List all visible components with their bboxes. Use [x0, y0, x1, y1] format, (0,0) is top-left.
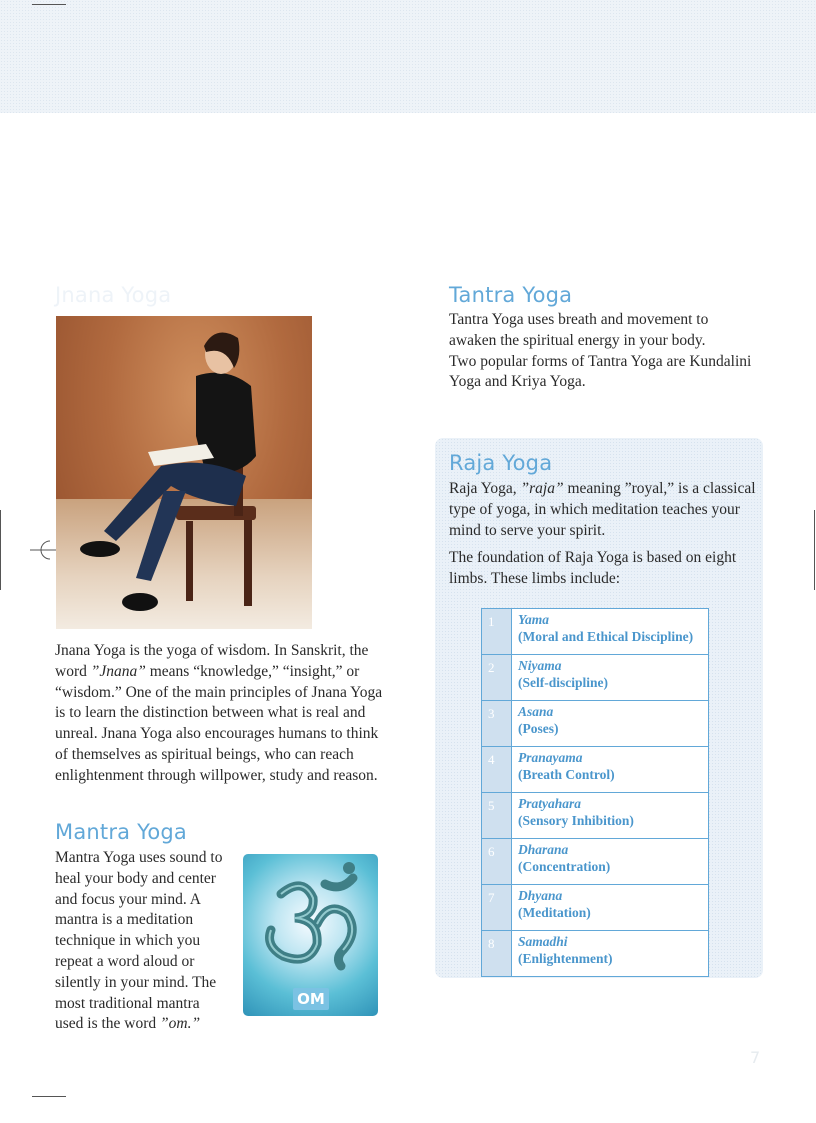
table-row: 2 Niyama (Self-discipline) [482, 655, 709, 701]
jnana-paragraph: Jnana Yoga is the yoga of wisdom. In Sanskrit, the word ”Jnana” means “knowledge,” “insight,” or “wisdom.” One of the main principles of Jnana Yoga is to learn the distinction between what is real and unreal. Jnana Yoga also encourages humans to think of themselves as spiritual beings, who can reach enlightenment through willpower, study and reason. [55, 642, 383, 784]
tantra-heading: Tantra Yoga [449, 283, 573, 307]
raja-paragraph-2: The foundation of Raja Yoga is based on eight limbs. These limbs include: [449, 549, 737, 587]
table-row: 1 Yama (Moral and Ethical Discipline) [482, 609, 709, 655]
raja-paragraph-1: Raja Yoga, ”raja” meaning ”royal,” is a classical type of yoga, in which meditation teaches your mind to serve your spirit. [449, 480, 756, 539]
woman-reading-photo [56, 316, 312, 629]
crop-mark-top [32, 4, 66, 5]
jnana-heading: Jnana Yoga [55, 283, 172, 307]
table-row: 5 Pratyahara (Sensory Inhibition) [482, 793, 709, 839]
om-icon [243, 854, 378, 989]
mantra-heading: Mantra Yoga [55, 820, 187, 844]
header-band [0, 0, 816, 113]
om-label: OM [293, 988, 329, 1010]
crop-mark-bottom [32, 1096, 66, 1097]
table-row: 3 Asana (Poses) [482, 701, 709, 747]
page-number: 7 [750, 1048, 761, 1067]
crop-mark-left [0, 510, 1, 590]
table-row: 6 Dharana (Concentration) [482, 839, 709, 885]
mantra-paragraph: Mantra Yoga uses sound to heal your body and center and focus your mind. A mantra is a meditation technique in which you repeat a word aloud or silently in your mind. The most traditional mantra used is the word ”om.” [55, 849, 223, 1033]
table-row: 4 Pranayama (Breath Control) [482, 747, 709, 793]
table-row: 8 Samadhi (Enlightenment) [482, 931, 709, 977]
raja-heading: Raja Yoga [449, 451, 553, 475]
limbs-table [481, 608, 709, 977]
table-row: 7 Dhyana (Meditation) [482, 885, 709, 931]
tantra-paragraph: Tantra Yoga uses breath and movement to awaken the spiritual energy in your body. Two popular forms of Tantra Yoga are Kundalini Yoga and Kriya Yoga. [449, 311, 752, 391]
crop-mark-right [814, 510, 815, 590]
om-symbol-image [243, 854, 378, 1016]
